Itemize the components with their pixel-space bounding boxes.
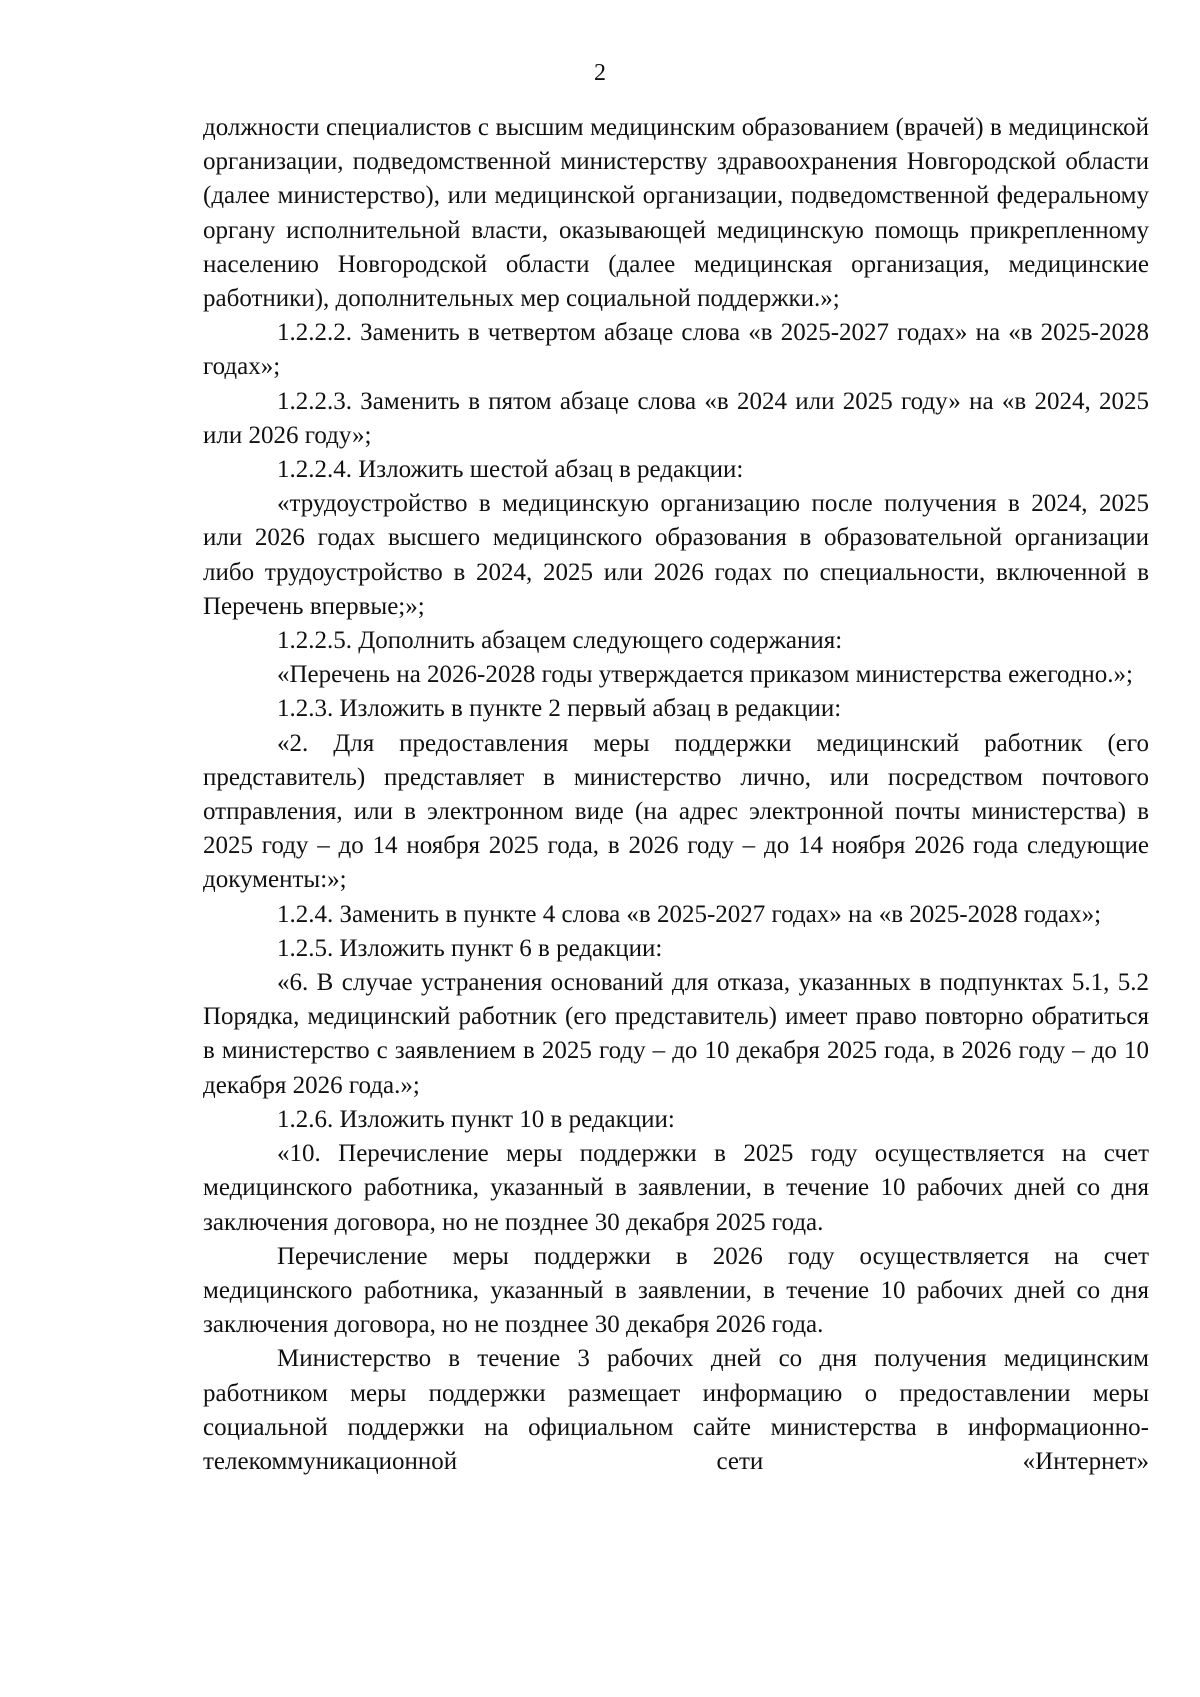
paragraph-ministry-publication: Министерство в течение 3 рабочих дней со дня получения медицинским работником меры поддержки размещает информацию о предоставлении меры социальной поддержки на официальном сайте министерства в информационно-телекоммуникационной сети «Интернет» xyxy=(203,1345,1149,1475)
paragraph-1-2-3: 1.2.3. Изложить в пункте 2 первый абзац в редакции: xyxy=(277,695,842,723)
paragraph-item-2-quote: «2. Для предоставления меры поддержки медицинский работник (его представитель) представляет в министерство лично, или посредством почтового отправления, или в электронном виде (на адрес электронной почты министерства) в 2025 году – до 14 ноября 2025 года, в 2026 году – до 14 ноября 2026 года следующие документы:»; xyxy=(203,729,1149,894)
paragraph-item-6-quote: «6. В случае устранения оснований для отказа, указанных в подпунктах 5.1, 5.2 Порядка, медицинский работник (его представитель) имеет право повторно обратиться в министерство с заявлением в 2025 году – до 10 декабря 2025 года, в 2026 году – до 10 декабря 2026 года.»; xyxy=(203,969,1149,1099)
paragraph-1-2-4: 1.2.4. Заменить в пункте 4 слова «в 2025-2027 годах» на «в 2025-2028 годах»; xyxy=(277,900,1102,928)
paragraph-employment-quote: «трудоустройство в медицинскую организацию после получения в 2024, 2025 или 2026 годах высшего медицинского образования в образовательной организации либо трудоустройство в 2024, 2025 или 2026 годах по специальности, включенной в Перечень впервые;»; xyxy=(203,490,1149,620)
paragraph-item-10-quote-2025: «10. Перечисление меры поддержки в 2025 году осуществляется на счет медицинского работника, указанный в заявлении, в течение 10 рабочих дней со дня заключения договора, но не позднее 30 декабря 2025 года. xyxy=(203,1140,1149,1236)
page-number: 2 xyxy=(594,60,606,86)
document-body xyxy=(203,111,1149,1479)
paragraph-eligibility-continuation: должности специалистов с высшим медицинским образованием (врачей) в медицинской организации, подведомственной министерству здравоохранения Новгородской области (далее министерство), или медицинской организации, подведомственной федеральному органу исполнительной власти, оказывающей медицинскую помощь прикрепленному населению Новгородской области (далее медицинская организация, медицинские работники), дополнительных мер социальной поддержки.»; xyxy=(203,114,1149,313)
paragraph-1-2-2-5: 1.2.2.5. Дополнить абзацем следующего содержания: xyxy=(277,627,843,655)
paragraph-1-2-5: 1.2.5. Изложить пункт 6 в редакции: xyxy=(277,934,663,962)
paragraph-item-10-2026: Перечисление меры поддержки в 2026 году осуществляется на счет медицинского работника, указанный в заявлении, в течение 10 рабочих дней со дня заключения договора, но не позднее 30 декабря 2026 года. xyxy=(203,1242,1149,1339)
paragraph-1-2-2-3: 1.2.2.3. Заменить в пятом абзаце слова «в 2024 или 2025 году» на «в 2024, 2025 или 2026 году»; xyxy=(203,387,1149,449)
paragraph-list-approval-quote: «Перечень на 2026-2028 годы утверждается приказом министерства ежегодно.»; xyxy=(277,661,1133,689)
paragraph-1-2-6: 1.2.6. Изложить пункт 10 в редакции: xyxy=(277,1105,675,1133)
paragraph-1-2-2-2: 1.2.2.2. Заменить в четвертом абзаце слова «в 2025-2027 годах» на «в 2025-2028 годах»; xyxy=(203,319,1149,381)
paragraph-1-2-2-4: 1.2.2.4. Изложить шестой абзац в редакции: xyxy=(277,456,744,484)
